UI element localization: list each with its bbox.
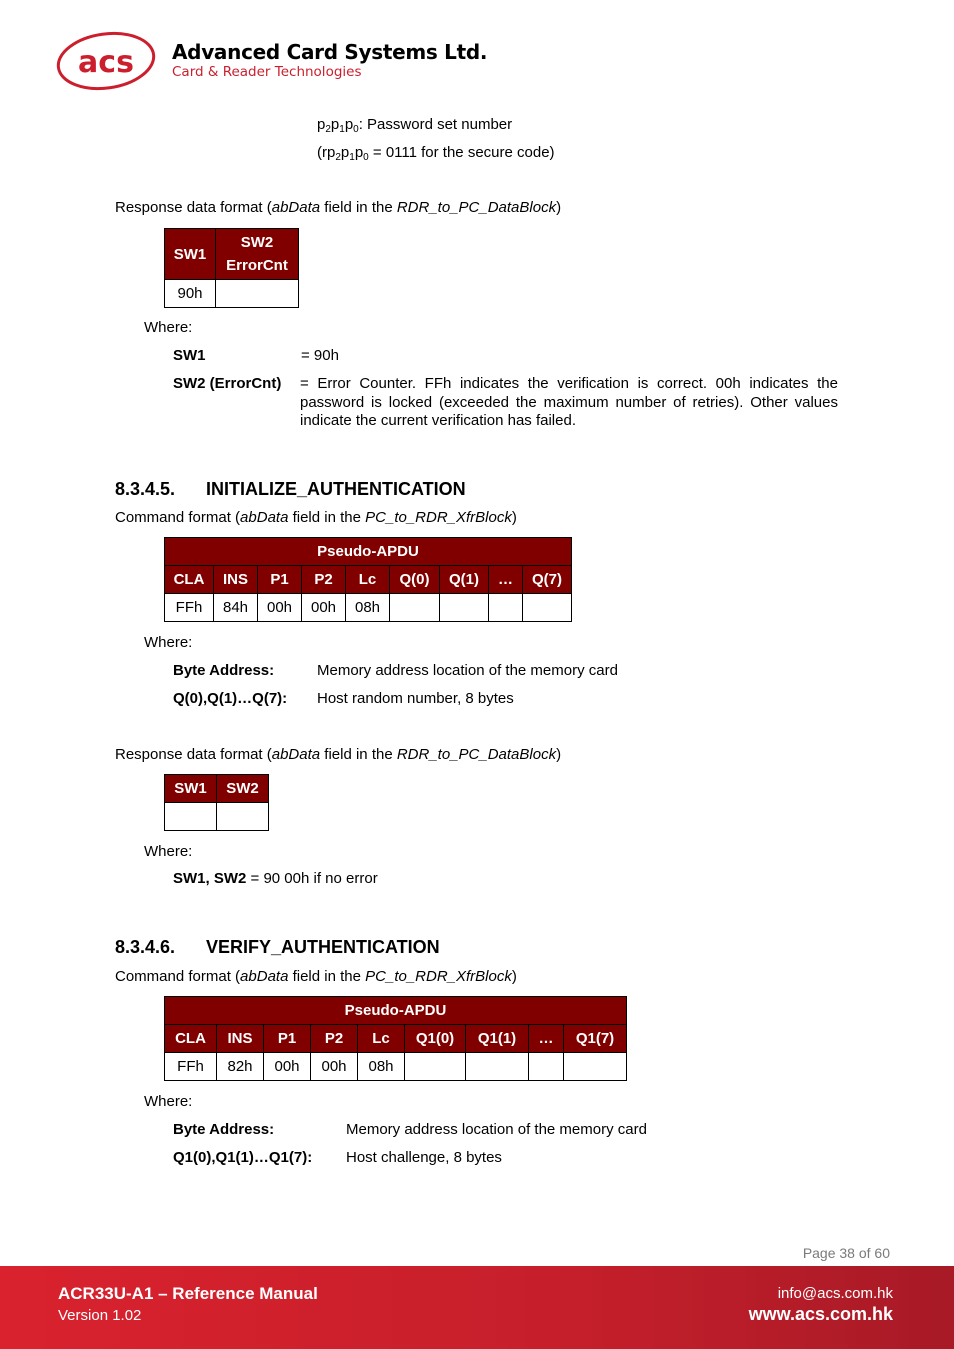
page-number: Page 38 of 60 bbox=[802, 1245, 890, 1261]
table-title: Pseudo-APDU bbox=[165, 538, 572, 566]
header-cell: P2 bbox=[311, 1025, 358, 1053]
secure-code-line: ($rp_2p_1p_0 = 0111$ for the secure code) bbox=[317, 144, 555, 163]
value-cell: 00h bbox=[302, 594, 346, 622]
def-desc: = Error Counter. FFh indicates the verification is correct. 00h indicates the password is locked (exceeded the maximum number of retries). Other values indicate the current verification has failed. bbox=[300, 375, 838, 429]
company-tagline: Card & Reader Technologies bbox=[172, 64, 362, 80]
header-cell: SW1 bbox=[165, 229, 216, 280]
header-cell: SW1 bbox=[165, 775, 217, 803]
website-link[interactable]: www.acs.com.hk bbox=[748, 1304, 893, 1324]
def-term: Q(0),Q(1)…Q(7): bbox=[173, 690, 288, 707]
value-cell: 08h bbox=[346, 594, 390, 622]
def-term: SW2 (ErrorCnt) bbox=[173, 375, 282, 392]
response-format-caption: Response data format (abData field in the RDR_to_PC_DataBlock) bbox=[115, 746, 562, 763]
response-format-caption: Response data format (abData field in the RDR_to_PC_DataBlock) bbox=[115, 199, 562, 216]
value-cell: 82h bbox=[217, 1053, 264, 1081]
def-desc: Memory address location of the memory card bbox=[317, 662, 618, 679]
value-cell bbox=[216, 280, 299, 308]
def-term: Q1(0),Q1(1)…Q1(7): bbox=[173, 1149, 313, 1166]
value-cell: FFh bbox=[165, 1053, 217, 1081]
sw-definition: SW1, SW2 = 90 00h if no error bbox=[173, 870, 378, 887]
value-cell: FFh bbox=[165, 594, 214, 622]
header-cell: Q1(1) bbox=[466, 1025, 529, 1053]
response-table-sw bbox=[164, 774, 269, 831]
header-cell: Q1(7) bbox=[564, 1025, 627, 1053]
logo-text: acs bbox=[78, 45, 134, 80]
value-cell bbox=[466, 1053, 529, 1081]
header-cell: INS bbox=[217, 1025, 264, 1053]
header-cell: Q(0) bbox=[390, 566, 440, 594]
header-cell: Lc bbox=[346, 566, 390, 594]
def-desc: Host random number, 8 bytes bbox=[317, 690, 514, 707]
header-cell: CLA bbox=[165, 566, 214, 594]
header-cell: SW2 bbox=[217, 775, 269, 803]
where-label: Where: bbox=[144, 1093, 193, 1110]
value-cell bbox=[489, 594, 523, 622]
header-cell: SW2 ErrorCnt bbox=[216, 229, 299, 280]
header-cell: P1 bbox=[258, 566, 302, 594]
value-cell: 00h bbox=[258, 594, 302, 622]
value-cell: 00h bbox=[264, 1053, 311, 1081]
value-cell bbox=[440, 594, 489, 622]
def-desc: Memory address location of the memory card bbox=[346, 1121, 647, 1138]
table-title: Pseudo-APDU bbox=[165, 997, 627, 1025]
company-name: Advanced Card Systems Ltd. bbox=[172, 40, 488, 64]
value-cell: 00h bbox=[311, 1053, 358, 1081]
header-cell: Q(1) bbox=[440, 566, 489, 594]
password-set-line: $p_2p_1p_0$: Password set number bbox=[317, 116, 513, 135]
header-cell: CLA bbox=[165, 1025, 217, 1053]
value-cell: 90h bbox=[165, 280, 216, 308]
value-cell: 08h bbox=[358, 1053, 405, 1081]
def-desc: = 90h bbox=[301, 347, 339, 364]
def-term: Byte Address: bbox=[173, 662, 275, 679]
value-cell bbox=[529, 1053, 564, 1081]
email-link[interactable]: info@acs.com.hk bbox=[777, 1285, 893, 1302]
value-cell bbox=[405, 1053, 466, 1081]
command-format-caption: Command format (abData field in the PC_to_RDR_XfrBlock) bbox=[115, 509, 517, 526]
where-label: Where: bbox=[144, 319, 193, 336]
footer-bar bbox=[0, 1266, 954, 1349]
version-label: Version 1.02 bbox=[58, 1307, 142, 1324]
acs-logo bbox=[55, 30, 159, 92]
value-cell bbox=[523, 594, 572, 622]
header-cell: Lc bbox=[358, 1025, 405, 1053]
value-cell bbox=[217, 803, 269, 831]
command-format-caption: Command format (abData field in the PC_to_RDR_XfrBlock) bbox=[115, 968, 517, 985]
section-heading: 8.3.4.6. VERIFY_AUTHENTICATION bbox=[115, 937, 440, 957]
manual-title: ACR33U-A1 – Reference Manual bbox=[58, 1284, 318, 1303]
header-cell: P2 bbox=[302, 566, 346, 594]
def-term: Byte Address: bbox=[173, 1121, 275, 1138]
value-cell bbox=[390, 594, 440, 622]
pseudo-apdu-table bbox=[164, 537, 572, 622]
section-heading: 8.3.4.5. INITIALIZE_AUTHENTICATION bbox=[115, 479, 466, 499]
header-cell: … bbox=[529, 1025, 564, 1053]
where-label: Where: bbox=[144, 843, 193, 860]
header-cell: Q(7) bbox=[523, 566, 572, 594]
header-cell: … bbox=[489, 566, 523, 594]
response-table-errorcnt bbox=[164, 228, 299, 308]
header-cell: INS bbox=[214, 566, 258, 594]
pseudo-apdu-table bbox=[164, 996, 627, 1081]
def-term: SW1 bbox=[173, 347, 206, 364]
where-label: Where: bbox=[144, 634, 193, 651]
def-desc: Host challenge, 8 bytes bbox=[346, 1149, 502, 1166]
header-cell: P1 bbox=[264, 1025, 311, 1053]
value-cell: 84h bbox=[214, 594, 258, 622]
value-cell bbox=[564, 1053, 627, 1081]
header-cell: Q1(0) bbox=[405, 1025, 466, 1053]
value-cell bbox=[165, 803, 217, 831]
